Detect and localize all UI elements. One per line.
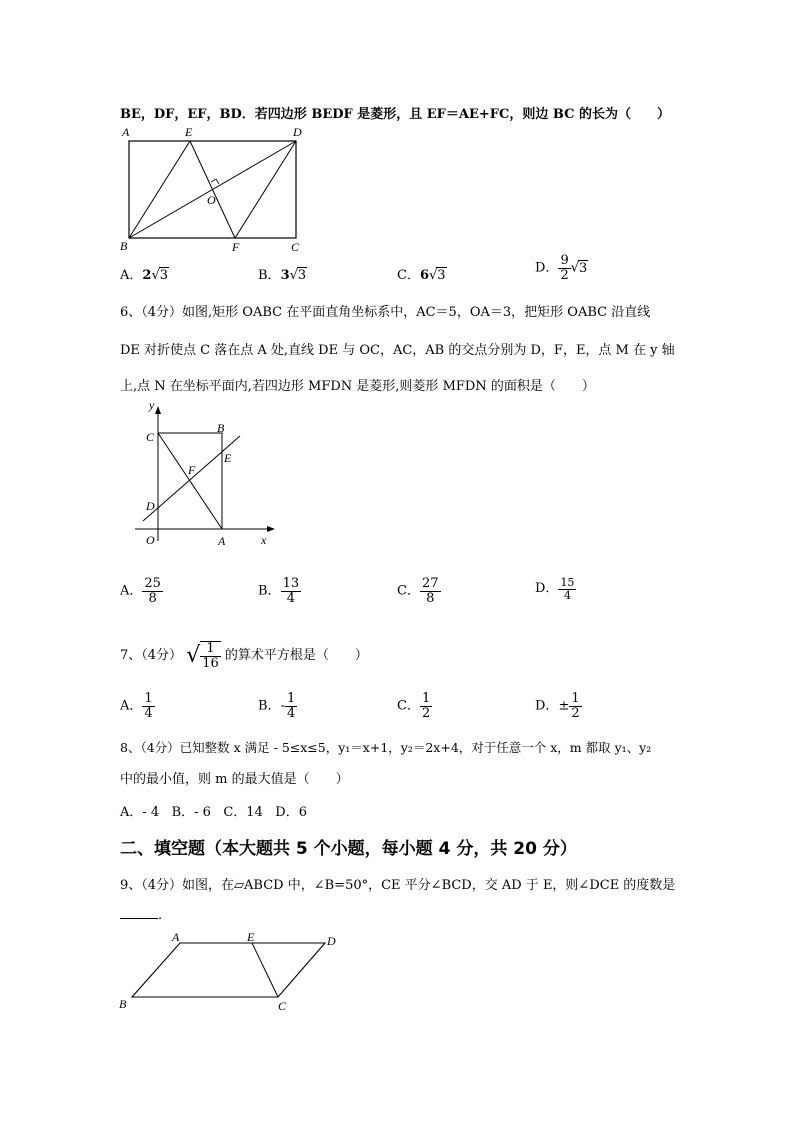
label-o: O bbox=[146, 533, 155, 547]
label-e: E bbox=[224, 451, 232, 465]
q8-line-2: 中的最小值，则 m 的最大值是（ ） bbox=[120, 772, 349, 787]
q5-option-c[interactable]: C．6√3 bbox=[397, 268, 446, 283]
label-e: E bbox=[185, 125, 193, 139]
answer-blank[interactable] bbox=[120, 906, 158, 919]
label-b: B bbox=[119, 997, 127, 1011]
q6-option-b[interactable]: B． $\frac{13}{4}$ bbox=[258, 576, 300, 606]
label-a: A bbox=[122, 125, 130, 139]
label-a: A bbox=[172, 930, 180, 944]
label-c: C bbox=[278, 999, 287, 1013]
sqrt-expression: √ $\frac{1}{16}$ bbox=[186, 641, 219, 671]
q8-option-c[interactable]: C．14 bbox=[223, 805, 263, 820]
q6-line-1: 6、（4分）如图,矩形 OABC 在平面直角坐标系中，AC＝5，OA＝3，把矩形 OABC 沿直线 bbox=[120, 305, 651, 320]
q5-stem: BE，DF，EF，BD．若四边形 BEDF 是菱形，且 EF＝AE+FC，则边 BC 的长为（ ） bbox=[120, 107, 671, 122]
label-f: F bbox=[188, 463, 196, 477]
label-d: D bbox=[146, 499, 155, 513]
q8-option-b[interactable]: B．- 6 bbox=[171, 805, 211, 820]
label-b: B bbox=[120, 239, 128, 253]
q8-option-a[interactable]: A．- 4 bbox=[120, 805, 160, 820]
label-d: D bbox=[293, 125, 302, 139]
label-b: B bbox=[217, 421, 225, 435]
q6-option-d[interactable]: D． $\frac{15}{4}$ bbox=[535, 576, 575, 602]
y-axis-arrow bbox=[155, 406, 161, 414]
segment-ac bbox=[158, 433, 222, 529]
segment-df bbox=[235, 141, 296, 238]
q9-stem: 9、（4分）如图，在▱ABCD 中，∠B=50°，CE 平分∠BCD，交 AD 于 E，则∠DCE 的度数是 bbox=[120, 878, 676, 893]
q5-option-d[interactable]: D． $\frac{9}{2}$ √3 bbox=[535, 253, 588, 283]
label-y: y bbox=[149, 403, 155, 412]
q9-figure bbox=[115, 925, 350, 1015]
q8-option-d[interactable]: D．6 bbox=[275, 805, 307, 820]
label-a: A bbox=[218, 534, 226, 548]
section-2-heading: 二、填空题（本大题共 5 个小题，每小题 4 分，共 20 分） bbox=[120, 839, 577, 859]
q7-option-b[interactable]: B．- $\frac{1}{4}$ bbox=[258, 691, 296, 721]
q7-stem: 7、（4分） √ $\frac{1}{16}$ 的算术平方根是（ ） bbox=[120, 641, 368, 671]
q5-option-a[interactable]: A．2√3 bbox=[120, 268, 169, 283]
segment-bd bbox=[129, 141, 296, 238]
parallelogram-abcd bbox=[132, 943, 325, 997]
q7-option-a[interactable]: A． $\frac{1}{4}$ bbox=[120, 691, 153, 721]
label-c: C bbox=[146, 430, 155, 444]
label-d: D bbox=[327, 934, 336, 948]
label-e: E bbox=[247, 930, 255, 944]
q5-option-b[interactable]: B．3√3 bbox=[258, 268, 307, 283]
q5-figure bbox=[115, 124, 315, 254]
label-f: F bbox=[232, 240, 240, 254]
right-angle-mark bbox=[211, 179, 219, 184]
q8-line-1: 8、（4分）已知整数 x 满足 - 5≤x≤5，y₁＝x+1，y₂＝2x+4，对于任意一个 x，m 都取 y₁、y₂ bbox=[120, 740, 652, 755]
segment-ce bbox=[252, 943, 278, 997]
q9-answer-line: . bbox=[120, 906, 162, 923]
x-axis-arrow bbox=[267, 526, 275, 532]
label-c: C bbox=[291, 240, 300, 254]
q7-option-d[interactable]: D．± $\frac{1}{2}$ bbox=[535, 691, 580, 721]
label-o: O bbox=[207, 193, 216, 207]
q6-option-a[interactable]: A． $\frac{25}{8}$ bbox=[120, 576, 161, 606]
q6-line-3: 上,点 N 在坐标平面内,若四边形 MFDN 是菱形,则菱形 MFDN 的面积是（ ） bbox=[120, 379, 595, 394]
q7-option-c[interactable]: C． $\frac{1}{2}$ bbox=[397, 691, 431, 721]
q8-options bbox=[120, 801, 307, 820]
q6-figure bbox=[135, 403, 285, 548]
q6-line-2: DE 对折使点 C 落在点 A 处,直线 DE 与 OC，AC，AB 的交点分别为 D，F，E，点 M 在 y 轴 bbox=[120, 343, 675, 358]
q6-option-c[interactable]: C． $\frac{27}{8}$ bbox=[397, 576, 439, 606]
label-x: x bbox=[261, 533, 267, 547]
